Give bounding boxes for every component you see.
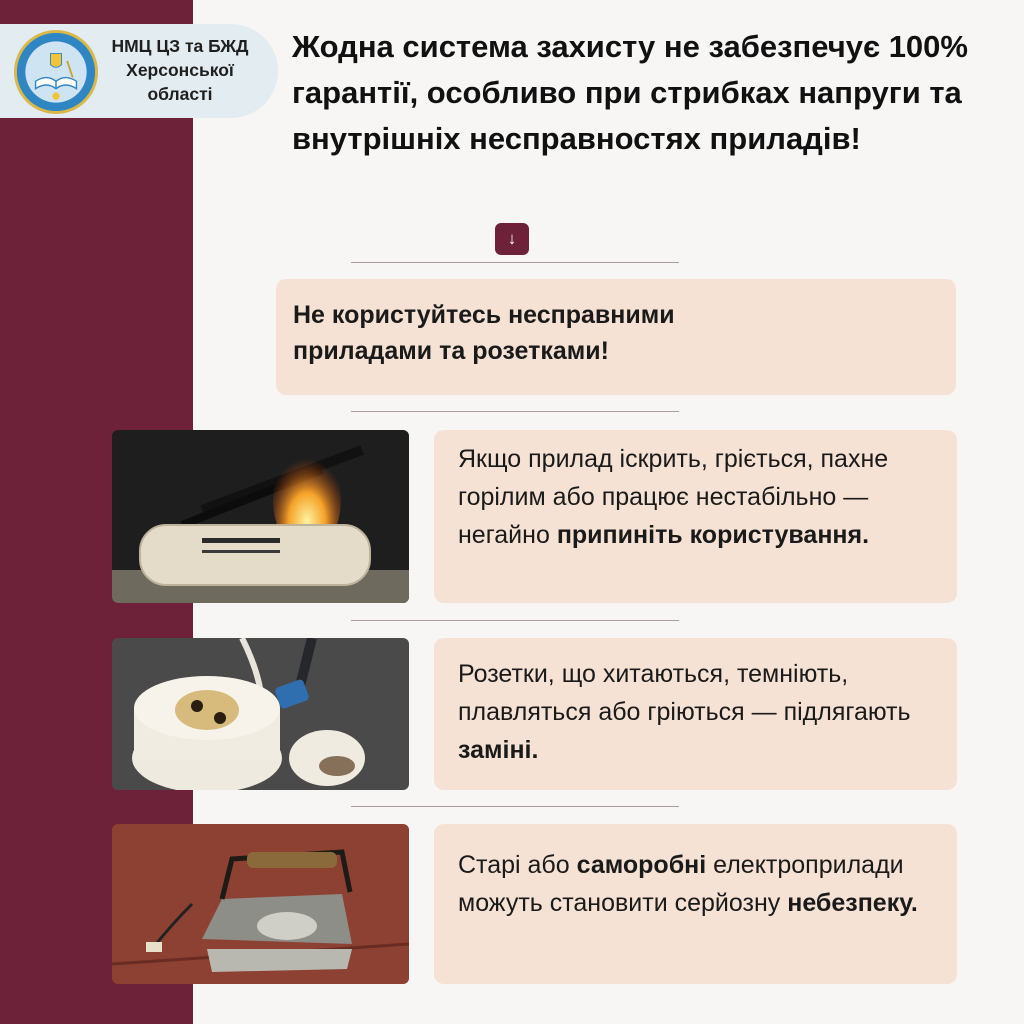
organization-name-line3: області (147, 84, 213, 104)
arrow-down-icon: ↓ (495, 223, 529, 255)
burnt-socket-photo (112, 638, 409, 790)
organization-name (94, 34, 266, 106)
divider (351, 411, 679, 412)
old-iron-photo (112, 824, 409, 984)
tip-text-3-emphasis: саморобні (576, 851, 707, 879)
divider (351, 620, 679, 621)
divider (351, 262, 679, 263)
warning-text (293, 297, 853, 369)
tip-text-3-body: Старі або (458, 851, 577, 879)
tip-text-2-emphasis: заміні. (458, 736, 539, 764)
tip-text-1 (458, 440, 953, 554)
divider (351, 806, 679, 807)
tip-text-2-body: Розетки, що хитаються, темніють, плавляться або гріються — підлягають (458, 660, 911, 726)
warning-line1: Не користуйтесь несправними (293, 301, 675, 329)
headline: Жодна система захисту не забезпечує 100% гарантії, особливо при стрибках напруги та внутрішніх несправностях приладів! (292, 29, 968, 156)
burning-router-photo (112, 430, 409, 603)
tip-text-3-emphasis-2: небезпеку. (787, 889, 918, 917)
tip-text-1-body: Якщо прилад іскрить, гріється, пахне горілим або працює нестабільно — негайно (458, 445, 889, 549)
tip-text-3 (458, 846, 953, 922)
warning-line2: приладами та розетками! (293, 337, 609, 365)
tip-text-3-body-continued: електроприлади можуть становити серйозну (458, 851, 904, 917)
emblem-book-icon (14, 30, 98, 114)
organization-name-line2: Херсонської (126, 60, 234, 80)
organization-name-line1: НМЦ ЦЗ та БЖД (111, 36, 249, 56)
tip-text-1-emphasis: припиніть користування. (556, 521, 870, 549)
tip-text-2 (458, 655, 953, 769)
